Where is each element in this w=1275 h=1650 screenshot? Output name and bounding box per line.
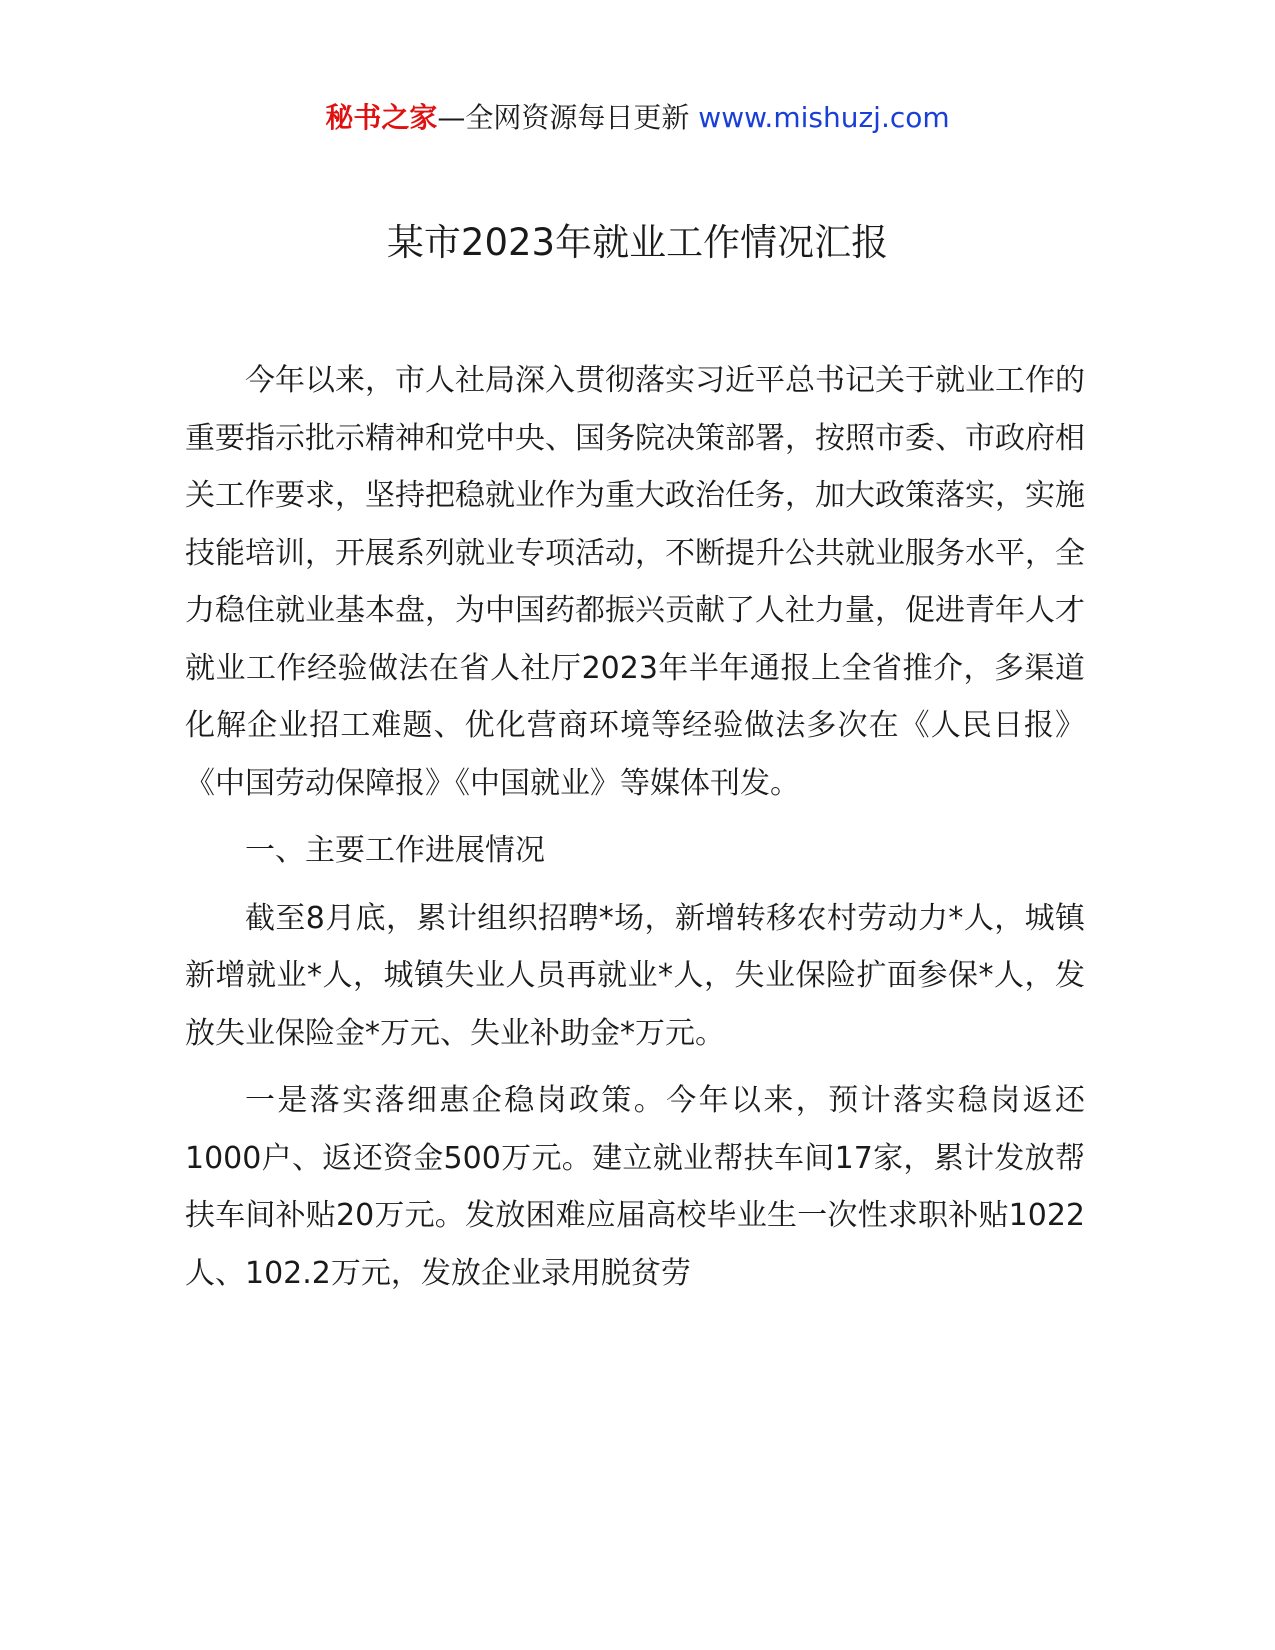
document-title: 某市2023年就业工作情况汇报 — [386, 221, 889, 264]
intro-paragraph: 今年以来，市人社局深入贯彻落实习近平总书记关于就业工作的重要指示批示精神和党中央、国务院决策部署，按照市委、市政府相关工作要求，坚持把稳就业作为重大政治任务，加大政策落实，实施技能培训，开展系列就业专项活动，不断提升公共就业服务水平，全力稳住就业基本盘，为中国药都振兴贡献了人社力量，促进青年人才就业工作经验做法在省人社厅2023年半年通报上全省推介，多渠道化解企业招工难题、优化营商环境等经验做法多次在《人民日报》《中国劳动保障报》《中国就业》等媒体刊发。 — [185, 363, 1085, 801]
document-body — [185, 352, 1085, 1302]
section-heading: 一、主要工作进展情况 — [245, 833, 545, 868]
site-brand: 秘书之家 — [325, 101, 438, 134]
summary-paragraph: 截至8月底，累计组织招聘*场，新增转移农村劳动力*人，城镇新增就业*人，城镇失业人员再就业*人，失业保险扩面参保*人，发放失业保险金*万元、失业补助金*万元。 — [185, 900, 1085, 1051]
policy-paragraph: 一是落实落细惠企稳岗政策。今年以来，预计落实稳岗返还1000户、返还资金500万元。建立就业帮扶车间17家，累计发放帮扶车间补贴20万元。发放困难应届高校毕业生一次性求职补贴1022人、102.2万元，发放企业录用脱贫劳 — [185, 1083, 1085, 1291]
site-url[interactable]: www.mishuzj.com — [698, 101, 950, 134]
site-tagline: —全网资源每日更新 — [437, 101, 690, 134]
site-header — [0, 98, 1275, 138]
